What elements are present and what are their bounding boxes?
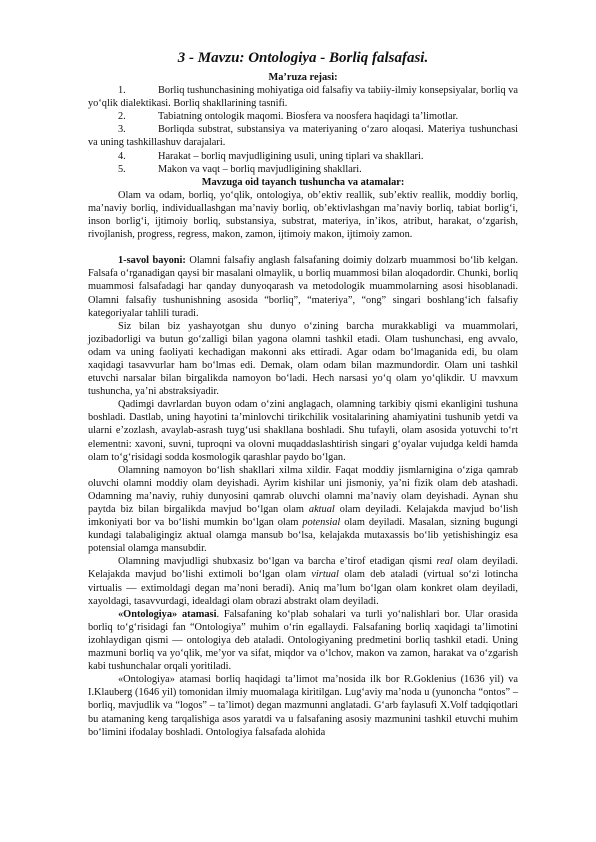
plan-item-text: Borliq tushunchasining mohiyatiga oid falsafiy va tabiiy-ilmiy konsepsiyalar, borliq va yo‘qlik dialektikasi. Borliq shakllarining tasnifi.: [88, 85, 518, 110]
body-paragraph: Siz bilan biz yashayotgan shu dunyo o‘zining barcha murakkabligi va muammolari, jozibadorligi va butun go‘zalligi bilan yagona olamni tashkil etadi. Olam tushunchasi, eng avvalo, odam va uning faoliyati kechadigan makonni aks ettiradi. Agar odam bo‘lmaganida edi, bu olam xaqidagi tasavvurlar ham bo‘lmas edi. Demak, olam odam bilan mazmundordir. Olam uni tashkil etuvchi narsalar bilan birgalikda namoyon bo‘ladi. Hech narsasi yo‘q olam yo‘qlikdir. U mavxum tushuncha, ya’ni abstraksiyadir.: [88, 320, 518, 398]
body-paragraph: «Ontologiya» atamasi borliq haqidagi ta’limot ma’nosida ilk bor R.Goklenius (1636 yil) va I.Klauberg (1646 yil) tomonidan ilmiy muomalaga kiritilgan. Lug‘aviy ma’noda u (yunoncha “ontos” – borliq, mavjudlik va “logos” – ta’limot) degan mazmunni anglatadi. G‘arb faylasufi X.Volf tadqiqotlari bu atamaning keng tarqalishiga asos yaratdi va u falsafaning asosiy mazmunini tashkil etuvchi muhim bo‘limini ifodalay boshladi. Ontologiya falsafada alohida: [88, 674, 518, 738]
plan-item: [88, 150, 518, 163]
paragraph-gap: [88, 241, 518, 254]
question-1-text: Olamni falsafiy anglash falsafaning doimiy dolzarb muammosi bo‘lib kelgan. Falsafa o‘rganadigan qaysi bir masalani olmaylik, u borliq muammosi bilan aloqadordir. Chunki, borliq muammosi falsafadagi har qanday dunyoqarash va metodologik muammolarning asosi hisoblanadi. Olamni falsafiy tushunishning asosida “borliq”, “materiya”, “ong” singari boshlang‘ich falsafiy kategoriyalar tahlili turadi.: [88, 255, 518, 319]
body-paragraph: [88, 464, 518, 556]
question-1-paragraph: [88, 254, 518, 319]
text-run: olam deyiladi. Kelajakda mavjud bo‘lishi extimoli bo‘lgan olam: [88, 556, 518, 581]
text-run: olam deyiladi. Masalan, sizning bugungi kundagi talabaligingiz aktual olamga mansub bo‘lsa, kelajakda mutaxassis bo‘lib yetishishingiz esa potensial olamga mansubdir.: [88, 517, 518, 555]
italic-term: real: [436, 556, 453, 568]
text-run: . Falsafaning ko‘plab sohalari va turli yo‘nalishlari bor. Ular orasida borliq to‘g‘risidagi fan “Ontologiya” muhim o‘rin egallaydi. Falsafaning borliq xaqidagi ta’limotini izohlaydigan qismi — ontologiya deb ataladi. Ontologiyaning predmetini borliq tashkil etadi. Uning mazmuni borliq va yo‘qlik, me’yor va sifat, miqdor va o‘lchov, makon va zamon, harakat va o‘zgarish kabi tushunchalar orqali yoritiladi.: [88, 608, 518, 673]
text-run: Olamning mavjudligi shubxasiz bo‘lgan va barcha e’tirof etadigan qismi: [118, 556, 437, 568]
body-paragraph: Qadimgi davrlardan buyon odam o‘zini anglagach, olamning tarkibiy qismi ekanligini tushuna boshladi. Dastlab, uning hayotini ta’minlovchi tirikchilik vositalarining ahamiyatini tushunib yetdi va ularni e’zozlash, avaylab-asrash tuyg‘usi shakllana boshladi. Shu tufayli, olam asosida yotuvchi to‘rt elementni: xavoni, suvni, tuproqni va olovni muqaddaslashtirish singari g‘oyalar vujudga keldi hamda olam to‘g‘risidagi sodda kosmologik qarashlar paydo bo‘lgan.: [88, 399, 518, 463]
plan-item-text: Borliqda substrat, substansiya va materiyaning o‘zaro aloqasi. Materiya tushunchasi va uning tashkillashuv darajalari.: [88, 124, 518, 149]
plan-item: [88, 123, 518, 149]
plan-item-number: 4.: [118, 150, 126, 162]
plan-item-number: 2.: [118, 111, 126, 123]
plan-item-number: 1.: [118, 85, 126, 97]
plan-item-text: Makon va vaqt – borliq mavjudligining shakllari.: [158, 163, 362, 175]
concepts-paragraph: Olam va odam, borliq, yo‘qlik, ontologiya, ob’ektiv reallik, sub’ektiv reallik, moddiy borliq, ma’naviy borliq, individuallashgan ma’naviy borliq, ob’ektivlashgan ma’naviy borliq, tabiat borlig‘i, inson borlig‘i, ijtimoiy borliq, substansiya, substrat, materiya, in’ikos, atribut, harakat, o‘zgarish, rivojlanish, progress, regress, makon, zamon, ijtimoiy makon, ijtimoiy zamon.: [88, 189, 518, 241]
document-body: [88, 71, 518, 739]
ontology-term-paragraph: [88, 608, 518, 673]
italic-term: virtual: [311, 569, 339, 581]
plan-item-number: 5.: [118, 163, 126, 175]
concepts-heading: Mavzuga oid tayanch tushuncha va atamalar:: [201, 176, 405, 188]
plan-item-text: Harakat – borliq mavjudligining usuli, uning tiplari va shakllari.: [158, 150, 424, 162]
question-1-label: 1-savol bayoni:: [118, 255, 186, 267]
page-title: 3 - Mavzu: Ontologiya - Borliq falsafasi.: [177, 50, 429, 66]
plan-item: [88, 84, 518, 110]
ontology-term-label: «Ontologiya» atamasi: [118, 608, 217, 620]
plan-item: [88, 110, 518, 123]
text-run: olam deyiladi. Kelajakda mavjud bo‘lish imkoniyati bor va bo‘lishi mumkin bo‘lgan olam: [88, 504, 519, 529]
plan-item-text: Tabiatning ontologik maqomi. Biosfera va noosfera haqidagi ta’limotlar.: [158, 111, 459, 123]
plan-heading: Ma’ruza rejasi:: [268, 72, 338, 83]
plan-item-number: 3.: [118, 124, 126, 136]
text-run: Olamning namoyon bo‘lish shakllari xilma xildir. Faqat moddiy jismlarnigina o‘ziga qamrab oluvchi olamni moddiy olam deyishadi. Ayrim kishilar uni jismoniy, ya’ni fizik olam deb atashadi. Odamning ma’naviy, ruhiy dunyosini qamrab oluvchi olamni ma’naviy olam deyishadi. Aynan shu paytda biz bilan birgalikda mavjud bo‘lgan olam: [88, 464, 518, 515]
italic-term: potensial: [302, 517, 341, 529]
text-run: olam deb ataladi (virtual so‘zi lotincha virtualis — extimoldagi degan ma’noni beradi). Aniq ma’lum bo‘lgan olam konkret olam deyiladi, xayoldagi, tasavvurdagi, idealdagi olam obrazi abstrakt olam deyiladi.: [88, 569, 518, 607]
body-paragraph: [88, 555, 518, 607]
italic-term: aktual: [308, 504, 335, 515]
plan-item: [88, 163, 518, 176]
